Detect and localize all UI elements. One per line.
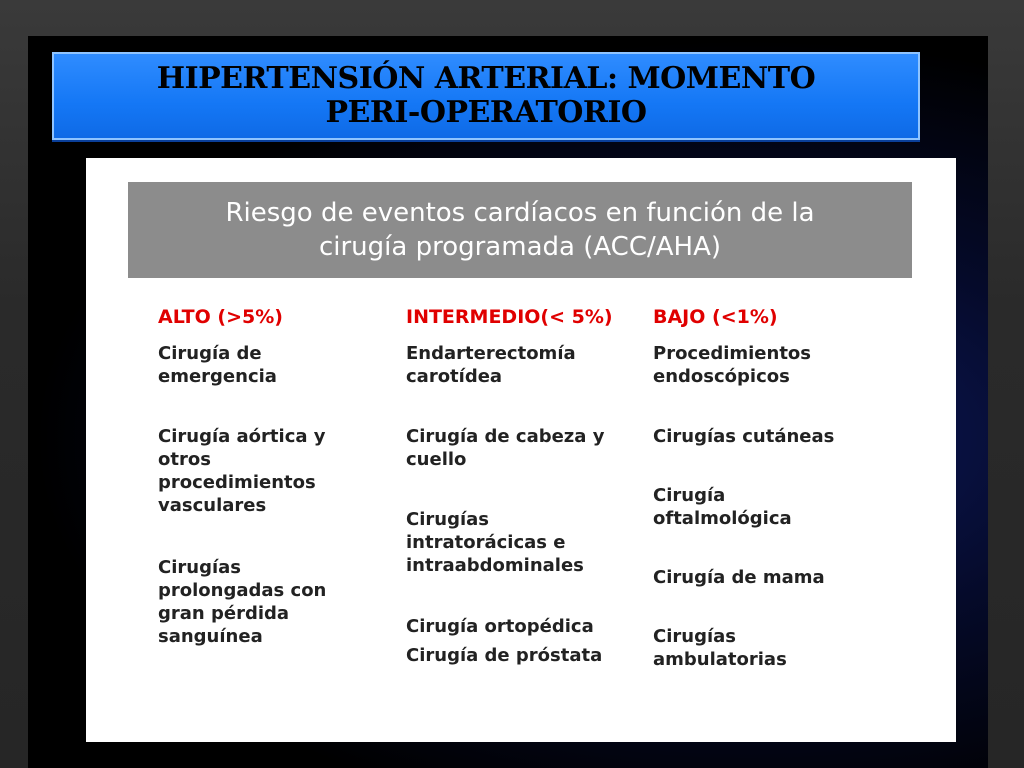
slide-title-line-2: PERI-OPERATORIO [325,95,647,130]
figure-header [128,182,912,278]
figure-header-line-1: Riesgo de eventos cardíacos en función de la [225,198,815,228]
risk-heading-intermediate: INTERMEDIO(< 5%) [406,306,613,328]
list-item: Cirugía de emergencia [158,343,277,387]
list-item: Procedimientos endoscópicos [653,343,812,387]
list-item: Cirugía ortopédica [406,616,594,637]
risk-heading-high: ALTO (>5%) [158,306,283,328]
risk-column-intermediate [406,306,646,666]
risk-column-low [653,306,873,670]
slide-title-banner [52,52,920,140]
list-item: Cirugía aórtica y otros procedimientos vasculares [158,426,326,516]
list-item: Cirugía de próstata [406,645,603,666]
slide-title-line-1: HIPERTENSIÓN ARTERIAL: MOMENTO [156,61,816,96]
list-item: Cirugías intratorácicas e intraabdominales [406,509,584,576]
list-item: Cirugías cutáneas [653,426,835,447]
figure-header-line-2: cirugía programada (ACC/AHA) [318,232,722,262]
list-item: Cirugía oftalmológica [653,485,792,529]
figure-panel [86,158,956,742]
list-item: Cirugías prolongadas con gran pérdida sanguínea [158,557,327,647]
list-item: Cirugía de mama [653,567,825,588]
list-item: Cirugía de cabeza y cuello [406,426,605,470]
list-item: Endarterectomía carotídea [406,343,576,387]
risk-heading-low: BAJO (<1%) [653,306,778,328]
list-item: Cirugías ambulatorias [653,626,787,670]
risk-column-high [158,306,378,647]
